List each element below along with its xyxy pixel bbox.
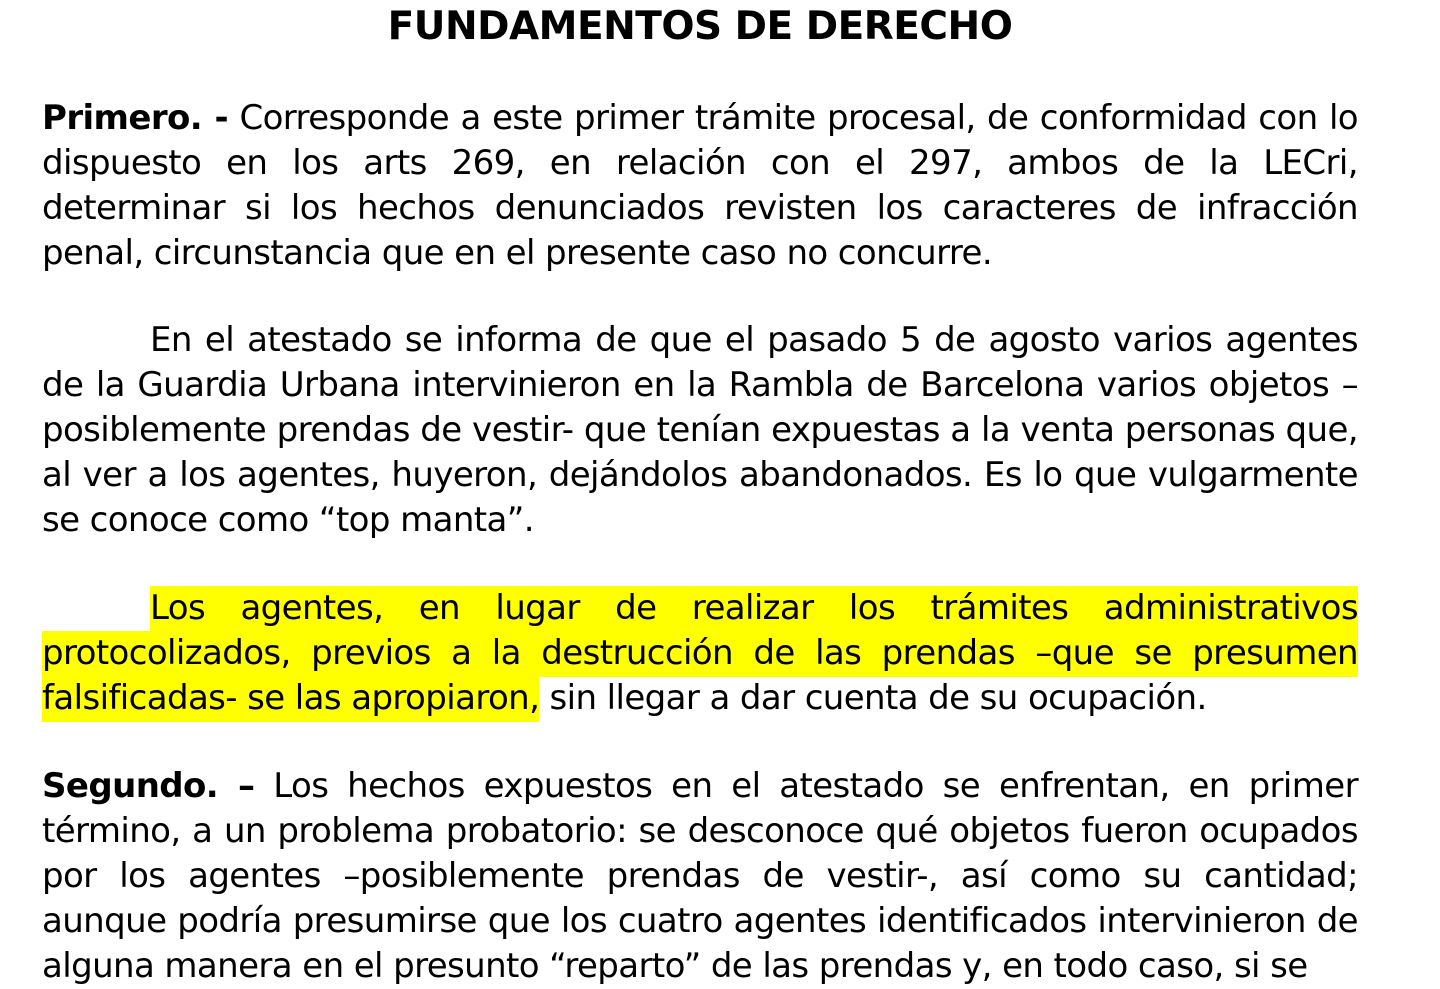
paragraph-agentes	[42, 586, 1358, 721]
paragraph-text-primero: Corresponde a este primer trámite procesal, de conformidad con lo dispuesto en los arts 269, en relación con el 297, ambos de la LECri, determinar si los hechos denunciados revisten los caracteres de infracción penal, circunstancia que en el presente caso no concurre.	[42, 98, 1358, 273]
paragraph-primero	[42, 96, 1358, 276]
paragraph-text-atestado: En el atestado se informa de que el pasado 5 de agosto varios agentes de la Guardia Urbana intervinieron en la Rambla de Barcelona varios objetos –posiblemente prendas de vestir- que tenían expuestas a la venta personas que, al ver a los agentes, huyeron, dejándolos abandonados. Es lo que vulgarmente se conoce como “top manta”.	[42, 320, 1358, 540]
document-heading: FUNDAMENTOS DE DERECHO	[387, 4, 1013, 49]
paragraph-atestado	[42, 318, 1358, 543]
paragraph-segundo	[42, 764, 1358, 989]
paragraph-text-agentes: sin llegar a dar cuenta de su ocupación.	[539, 678, 1207, 718]
highlighted-text: Los agentes, en lugar de realizar los trámites administrativos protocolizados, previos a la destrucción de las prendas –que se presumen falsificadas- se las apropiaron,	[42, 586, 1358, 722]
paragraph-lead-primero: Primero. -	[42, 98, 229, 138]
paragraph-text-segundo: Los hechos expuestos en el atestado se enfrentan, en primer término, a un problema probatorio: se desconoce qué objetos fueron ocupados por los agentes –posiblemente prendas de vestir-, así como su cantidad; aunque podría presumirse que los cuatro agentes identificados intervinieron de alguna manera en el presunto “reparto” de las prendas y, en todo caso, si se	[42, 766, 1358, 986]
paragraph-lead-segundo: Segundo. –	[42, 766, 255, 806]
